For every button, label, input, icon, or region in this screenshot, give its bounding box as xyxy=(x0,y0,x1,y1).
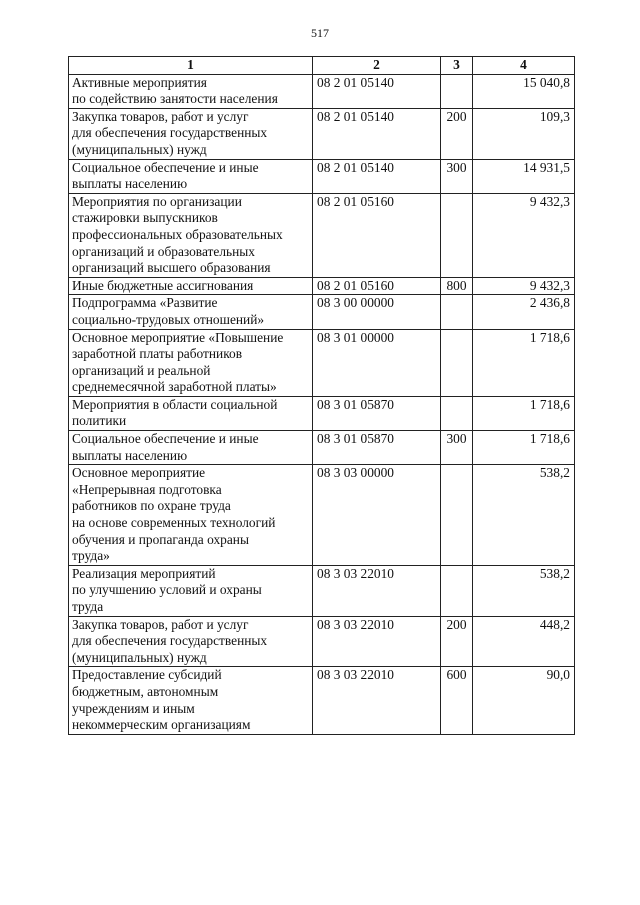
row-code: 08 3 01 05870 xyxy=(313,396,441,430)
row-code: 08 3 01 00000 xyxy=(313,329,441,396)
table-row xyxy=(69,74,575,108)
table-row xyxy=(69,431,575,465)
row-expense-type: 300 xyxy=(441,159,473,193)
row-amount: 1 718,6 xyxy=(473,396,575,430)
row-expense-type: 200 xyxy=(441,108,473,159)
budget-table xyxy=(68,56,575,735)
row-name: Подпрограмма «Развитие социально-трудовых отношений» xyxy=(69,295,313,329)
row-amount: 9 432,3 xyxy=(473,277,575,295)
row-amount: 15 040,8 xyxy=(473,74,575,108)
row-expense-type xyxy=(441,193,473,277)
header-col-1: 1 xyxy=(69,57,313,75)
row-amount: 14 931,5 xyxy=(473,159,575,193)
row-name: Активные мероприятия по содействию занятости населения xyxy=(69,74,313,108)
row-code: 08 2 01 05140 xyxy=(313,74,441,108)
table-row xyxy=(69,295,575,329)
row-name: Закупка товаров, работ и услуг для обеспечения государственных (муниципальных) нужд xyxy=(69,108,313,159)
table-row xyxy=(69,565,575,616)
row-code: 08 3 03 22010 xyxy=(313,565,441,616)
row-amount: 2 436,8 xyxy=(473,295,575,329)
row-expense-type xyxy=(441,396,473,430)
row-name: Закупка товаров, работ и услуг для обеспечения государственных (муниципальных) нужд xyxy=(69,616,313,667)
row-code: 08 3 03 22010 xyxy=(313,667,441,734)
row-name: Мероприятия в области социальной политики xyxy=(69,396,313,430)
table-header-row xyxy=(69,57,575,75)
row-name: Предоставление субсидий бюджетным, автономным учреждениям и иным некоммерческим организациям xyxy=(69,667,313,734)
row-name: Иные бюджетные ассигнования xyxy=(69,277,313,295)
header-col-3: 3 xyxy=(441,57,473,75)
table-row xyxy=(69,396,575,430)
row-amount: 538,2 xyxy=(473,565,575,616)
table-row xyxy=(69,465,575,566)
row-name: Реализация мероприятий по улучшению условий и охраны труда xyxy=(69,565,313,616)
table-row xyxy=(69,159,575,193)
table-row xyxy=(69,193,575,277)
row-code: 08 3 01 05870 xyxy=(313,431,441,465)
row-expense-type: 600 xyxy=(441,667,473,734)
row-expense-type: 800 xyxy=(441,277,473,295)
row-name: Основное мероприятие «Непрерывная подготовка работников по охране труда на основе современных технологий обучения и пропаганда охраны труда» xyxy=(69,465,313,566)
row-name: Основное мероприятие «Повышение заработной платы работников организаций и реальной среднемесячной заработной платы» xyxy=(69,329,313,396)
page-number: 517 xyxy=(311,26,329,40)
table-row xyxy=(69,277,575,295)
row-amount: 1 718,6 xyxy=(473,329,575,396)
row-code: 08 2 01 05160 xyxy=(313,277,441,295)
row-expense-type xyxy=(441,329,473,396)
table-row xyxy=(69,329,575,396)
row-code: 08 3 00 00000 xyxy=(313,295,441,329)
table-row xyxy=(69,616,575,667)
table-row xyxy=(69,108,575,159)
row-code: 08 2 01 05140 xyxy=(313,159,441,193)
row-code: 08 3 03 22010 xyxy=(313,616,441,667)
header-col-2: 2 xyxy=(313,57,441,75)
row-amount: 109,3 xyxy=(473,108,575,159)
row-code: 08 2 01 05160 xyxy=(313,193,441,277)
row-amount: 1 718,6 xyxy=(473,431,575,465)
row-amount: 538,2 xyxy=(473,465,575,566)
row-expense-type: 300 xyxy=(441,431,473,465)
header-col-4: 4 xyxy=(473,57,575,75)
row-amount: 90,0 xyxy=(473,667,575,734)
row-name: Социальное обеспечение и иные выплаты населению xyxy=(69,159,313,193)
row-name: Социальное обеспечение и иные выплаты населению xyxy=(69,431,313,465)
row-code: 08 2 01 05140 xyxy=(313,108,441,159)
row-expense-type xyxy=(441,74,473,108)
row-amount: 9 432,3 xyxy=(473,193,575,277)
row-expense-type xyxy=(441,465,473,566)
row-name: Мероприятия по организации стажировки выпускников профессиональных образовательных организаций и образовательных организаций высшего образования xyxy=(69,193,313,277)
row-expense-type: 200 xyxy=(441,616,473,667)
row-code: 08 3 03 00000 xyxy=(313,465,441,566)
table-row xyxy=(69,667,575,734)
row-amount: 448,2 xyxy=(473,616,575,667)
row-expense-type xyxy=(441,295,473,329)
row-expense-type xyxy=(441,565,473,616)
